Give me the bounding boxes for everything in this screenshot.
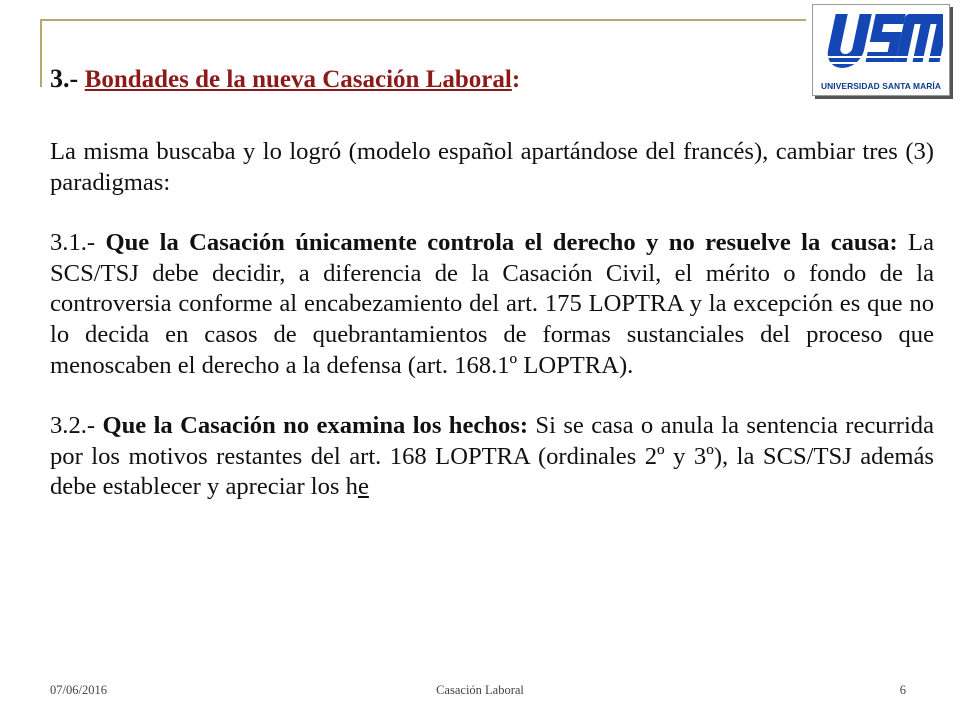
point-3-2-prefix: 3.2.- xyxy=(50,412,103,440)
point-3-1-prefix: 3.1.- xyxy=(50,229,106,257)
point-3-2-bold: Que la Casación no examina los hechos: xyxy=(102,412,529,440)
footer-date: 07/06/2016 xyxy=(50,683,107,697)
heading-colon: : xyxy=(511,66,521,93)
point-3-2-cut-letter: e xyxy=(357,473,369,501)
point-3-2 xyxy=(50,411,934,503)
title-frame-left-line xyxy=(40,19,42,87)
point-3-1-text: La SCS/TSJ debe decidir, a diferencia de la Casación Civil, el mérito o fondo de la controversia conforme al encabezamiento del art. 175 LOPTRA y la excepción es que no lo decida en casos de quebrantamientos de formas sustanciales del proceso que menoscaben el derecho a la defensa (art. 168.1º LOPTRA). xyxy=(50,229,934,379)
point-3-2-text: Si se casa o anula la sentencia recurrida por los motivos restantes del art. 168 LOPTRA (ordinales 2º y 3º), la SCS/TSJ además debe establecer y apreciar los h xyxy=(50,412,934,501)
heading-title: Bondades de la nueva Casación Laboral xyxy=(84,66,512,93)
logo-university-name: UNIVERSIDAD SANTA MARÍA xyxy=(820,81,941,91)
intro-paragraph: La misma buscaba y lo logró (modelo español apartándose del francés), cambiar tres (3) paradigmas: xyxy=(50,138,934,196)
title-frame-top-line xyxy=(40,19,806,21)
heading-number: 3.- xyxy=(50,64,85,93)
point-3-1 xyxy=(50,228,934,381)
slide-heading xyxy=(50,60,934,99)
footer-page-number: 6 xyxy=(899,683,906,697)
footer-title: Casación Laboral xyxy=(436,683,524,697)
point-3-1-bold: Que la Casación únicamente controla el derecho y no resuelve la causa: xyxy=(105,229,898,257)
slide-content xyxy=(50,60,934,503)
